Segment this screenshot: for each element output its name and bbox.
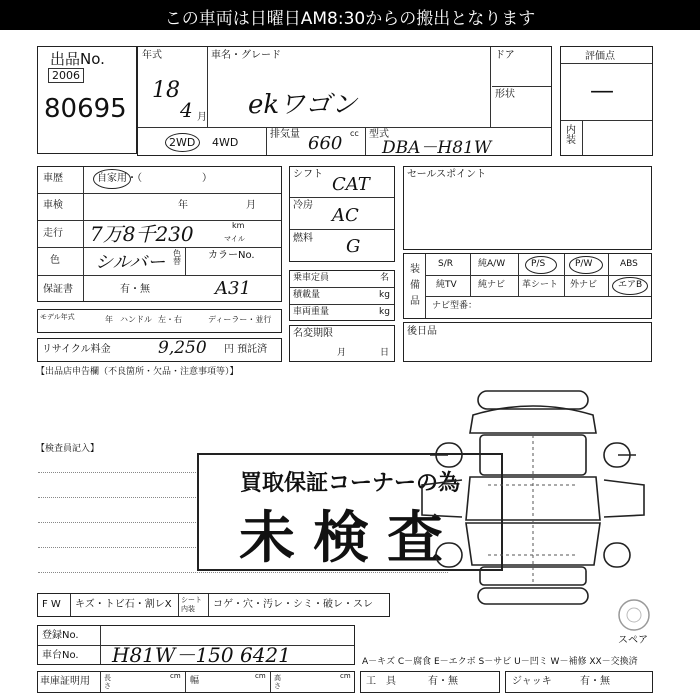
inspection-year: 年 — [178, 200, 188, 211]
seat-text: コゲ・穴・汚レ・シミ・破レ・スレ — [213, 599, 373, 610]
color-change: 色替 — [173, 249, 181, 266]
load-unit: kg — [379, 290, 390, 300]
mileage-unit-mile: マイル — [224, 235, 245, 243]
name-change-month: 月 — [337, 348, 347, 358]
jack-options: 有・無 — [580, 676, 610, 687]
width-label: 幅 — [190, 676, 200, 686]
name-change-label: 名変期限 — [293, 328, 333, 339]
model-year-label: モデル年式 — [40, 313, 75, 321]
warranty-options: 有・無 — [120, 284, 150, 295]
cert-label: 車庫証明用 — [40, 676, 90, 687]
interior-label: 内装 — [566, 125, 576, 146]
color-no-label: カラーNo. — [208, 250, 255, 261]
inspection-month: 月 — [246, 200, 256, 211]
model-value: DBA－H81W — [382, 138, 492, 158]
later-label: 後日品 — [407, 326, 437, 337]
stamp-line2: 未検査 — [239, 506, 461, 571]
mileage-unit-km: km — [232, 221, 245, 230]
equip-navi: 純ナビ — [478, 280, 506, 290]
equip-sr: S/R — [438, 259, 453, 269]
displacement-value: 660 — [308, 133, 343, 154]
fw-label: F W — [42, 599, 61, 610]
mileage-label: 走行 — [43, 228, 63, 239]
model-label: 型式 — [369, 129, 389, 140]
notes-label: 【出品店申告欄（不良箇所・欠品・注意事項等）】 — [36, 367, 239, 377]
year-value: 18 — [152, 78, 180, 103]
drive-2wd: 2WD — [169, 136, 196, 149]
handle-options: 左・右 — [158, 315, 182, 324]
name-change-day: 日 — [380, 348, 390, 358]
weight-label: 車両重量 — [293, 307, 330, 317]
month-value: 4 — [180, 98, 193, 122]
seat-label: シート内装 — [181, 596, 202, 613]
stamp-line1: 買取保証コーナーの為 — [239, 471, 460, 496]
capacity-label: 乗車定員 — [293, 273, 330, 283]
car-name-value: ekワゴン — [248, 90, 358, 120]
sales-point-label: セールスポイント — [407, 169, 487, 180]
fuel-value: G — [346, 236, 361, 257]
shape-label: 形状 — [495, 89, 515, 100]
color-no-value: A31 — [215, 278, 251, 299]
capacity-unit: 名 — [380, 273, 390, 283]
later-box — [403, 322, 652, 362]
grade-label: 評価点 — [585, 51, 615, 62]
displacement-unit: cc — [350, 129, 359, 138]
chassis-label: 車台No. — [42, 650, 79, 661]
reg-label: 登録No. — [42, 630, 79, 641]
recycle-unit: 円 預託済 — [224, 344, 268, 355]
equipment-label: 装備品 — [410, 264, 420, 307]
grade-value: — — [590, 76, 614, 104]
dealer-label: ディーラー・並行 — [208, 315, 272, 324]
spare-label: スペア — [618, 635, 648, 646]
length-cm: cm — [170, 672, 181, 680]
load-label: 積載量 — [293, 290, 321, 300]
car-diagram — [418, 385, 653, 610]
history-options: 自家用・（ ） — [97, 173, 212, 184]
navi-label: ナビ型番： — [432, 301, 478, 311]
tools-options: 有・無 — [428, 676, 458, 687]
damage-legend: A－キズ C－腐食 E－エクボ S－サビ U－凹ミ W－補修 XX－交換済 — [362, 657, 638, 667]
color-value: シルバー — [95, 252, 166, 273]
weight-unit: kg — [379, 307, 390, 317]
width-cm: cm — [255, 672, 266, 680]
history-label: 車歴 — [43, 173, 63, 184]
equip-pw: P/W — [575, 259, 593, 269]
chassis-value: H81W－150 6421 — [112, 643, 291, 667]
lot-label: 出品No. — [50, 50, 105, 68]
equip-leather: 革シート — [522, 280, 559, 290]
spare-tire-icon — [617, 598, 651, 632]
fw-text: キズ・トビ石・割レX — [75, 599, 172, 610]
banner-text: この車両は日曜日AM8:30からの搬出となります — [164, 9, 536, 29]
inspector-label: 【検査員記入】 — [36, 444, 100, 454]
shift-value: CAT — [332, 174, 370, 195]
jack-label: ジャッキ — [512, 676, 552, 687]
mileage-value: 7万8千230 — [90, 222, 194, 246]
equip-airbag: エアB — [618, 280, 643, 290]
height-label: 高さ — [274, 674, 281, 690]
length-label: 長さ — [104, 674, 111, 690]
height-cm: cm — [340, 672, 351, 680]
inspection-label: 車検 — [43, 200, 63, 211]
car-name-label: 車名・グレード — [211, 50, 281, 61]
recycle-label: リサイクル料金 — [42, 344, 111, 355]
warranty-label: 保証書 — [43, 284, 73, 295]
ac-value: AC — [332, 205, 359, 226]
lot-year-tag: 2006 — [48, 68, 84, 83]
equip-ext-navi: 外ナビ — [570, 280, 598, 290]
shift-label: シフト — [293, 169, 323, 180]
model-year-unit: 年 — [105, 315, 113, 324]
displacement-label: 排気量 — [270, 129, 300, 140]
equip-ps: P/S — [531, 259, 546, 269]
color-label: 色 — [50, 255, 60, 266]
month-unit: 月 — [197, 112, 207, 123]
tools-label: 工 具 — [366, 676, 396, 687]
recycle-value: 9,250 — [158, 338, 207, 358]
door-label: ドア — [495, 50, 515, 61]
handle-label: ハンドル — [120, 315, 152, 324]
fuel-label: 燃料 — [293, 233, 313, 244]
equip-abs: ABS — [620, 259, 638, 269]
equip-aw: 純A/W — [478, 259, 506, 269]
lot-number: 80695 — [44, 94, 127, 124]
ac-label: 冷房 — [293, 200, 313, 211]
year-label: 年式 — [142, 50, 162, 61]
drive-4wd: 4WD — [212, 136, 239, 149]
equip-tv: 純TV — [436, 280, 457, 290]
